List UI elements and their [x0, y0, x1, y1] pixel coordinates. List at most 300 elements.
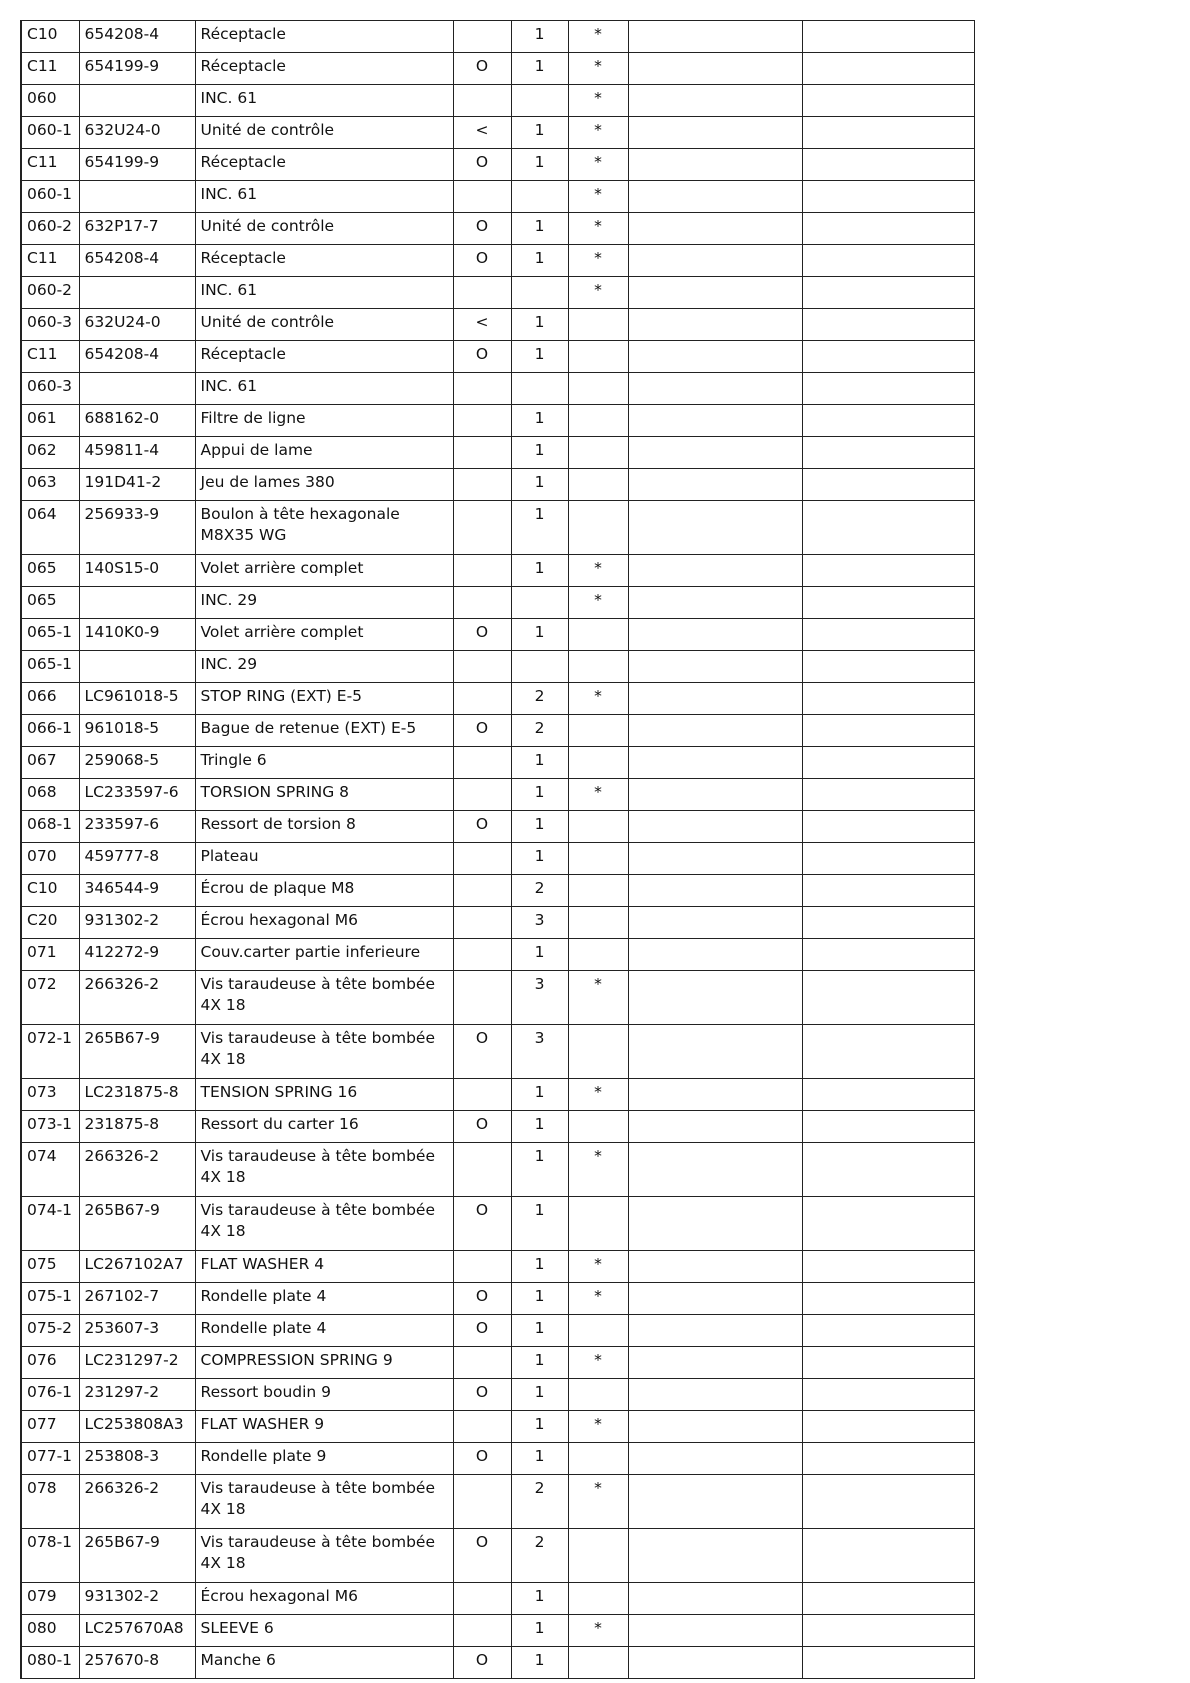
- note-mark-cell: [568, 213, 628, 245]
- option-cell: [453, 1615, 511, 1647]
- description-cell: [195, 1529, 453, 1583]
- empty-cell: [802, 683, 974, 715]
- ref-cell-text: 068-1: [27, 815, 73, 833]
- table-row: [21, 213, 974, 245]
- note-mark-cell-text: [574, 651, 623, 654]
- option-cell-text: [459, 843, 506, 846]
- quantity-cell: [511, 1529, 568, 1583]
- part-number-cell-text: 259068-5: [84, 751, 160, 769]
- note-mark-cell: [568, 683, 628, 715]
- empty-cell: [802, 1197, 974, 1251]
- table-row: [21, 1475, 974, 1529]
- part-number-cell-text: 265B67-9: [84, 1201, 160, 1219]
- description-cell-text: Vis taraudeuse à tête bombée 4X 18: [200, 1029, 435, 1068]
- quantity-cell-text: 1: [534, 313, 545, 331]
- note-mark-cell-text: [574, 1583, 623, 1586]
- quantity-cell-text: 1: [534, 1083, 545, 1101]
- empty-cell: [628, 1197, 802, 1251]
- note-mark-cell: [568, 1379, 628, 1411]
- note-mark-cell-text: [574, 341, 623, 344]
- description-cell: [195, 1283, 453, 1315]
- option-cell-text: [459, 907, 506, 910]
- empty-cell: [628, 501, 802, 555]
- part-number-cell-text: [85, 651, 190, 654]
- option-cell-text: O: [475, 57, 489, 75]
- empty-cell: [802, 437, 974, 469]
- ref-cell: [21, 651, 79, 683]
- ref-cell-text: 060-3: [27, 313, 73, 331]
- ref-cell-text: C11: [27, 153, 58, 171]
- note-mark-cell: [568, 277, 628, 309]
- note-mark-cell: [568, 651, 628, 683]
- empty-cell: [802, 309, 974, 341]
- quantity-cell-text: 1: [534, 783, 545, 801]
- option-cell: [453, 1197, 511, 1251]
- part-number-cell-text: [85, 85, 190, 88]
- part-number-cell-text: 256933-9: [84, 505, 160, 523]
- ref-cell: [21, 683, 79, 715]
- note-mark-cell: [568, 747, 628, 779]
- ref-cell-text: 073-1: [27, 1115, 73, 1133]
- note-mark-cell: [568, 939, 628, 971]
- part-number-cell-text: LC253808A3: [84, 1415, 184, 1433]
- part-number-cell-text: [85, 373, 190, 376]
- part-number-cell-text: [85, 277, 190, 280]
- quantity-cell: [511, 309, 568, 341]
- part-number-cell: [79, 501, 195, 555]
- option-cell-text: [459, 85, 506, 88]
- option-cell-text: [459, 779, 506, 782]
- option-cell-text: O: [475, 249, 489, 267]
- empty-cell: [628, 619, 802, 651]
- option-cell-text: O: [475, 1651, 489, 1669]
- part-number-cell-text: 1410K0-9: [84, 623, 160, 641]
- empty-cell: [802, 1615, 974, 1647]
- description-cell-text: FLAT WASHER 9: [200, 1415, 325, 1433]
- quantity-cell-text: 1: [534, 751, 545, 769]
- part-number-cell-text: 688162-0: [84, 409, 160, 427]
- note-mark-cell-text: *: [594, 1147, 602, 1165]
- option-cell: [453, 149, 511, 181]
- option-cell: [453, 85, 511, 117]
- ref-cell: [21, 587, 79, 619]
- ref-cell-text: C10: [27, 879, 58, 897]
- option-cell-text: <: [475, 313, 489, 331]
- empty-cell: [802, 405, 974, 437]
- empty-cell: [628, 907, 802, 939]
- description-cell: [195, 1411, 453, 1443]
- quantity-cell-text: 1: [534, 1383, 545, 1401]
- description-cell-text: SLEEVE 6: [200, 1619, 274, 1637]
- empty-cell: [802, 587, 974, 619]
- note-mark-cell: [568, 245, 628, 277]
- note-mark-cell-text: [574, 907, 623, 910]
- description-cell-text: Réceptacle: [200, 57, 286, 75]
- note-mark-cell: [568, 469, 628, 501]
- quantity-cell: [511, 149, 568, 181]
- ref-cell-text: 063: [27, 473, 57, 491]
- ref-cell: [21, 1615, 79, 1647]
- empty-cell: [628, 21, 802, 53]
- note-mark-cell-text: [574, 501, 623, 504]
- note-mark-cell-text: *: [594, 281, 602, 299]
- part-number-cell-text: [85, 587, 190, 590]
- note-mark-cell: [568, 437, 628, 469]
- table-row: [21, 939, 974, 971]
- part-number-cell: [79, 181, 195, 213]
- table-row: [21, 501, 974, 555]
- part-number-cell: [79, 1379, 195, 1411]
- quantity-cell-text: 1: [534, 1255, 545, 1273]
- note-mark-cell: [568, 811, 628, 843]
- option-cell: [453, 875, 511, 907]
- ref-cell-text: C20: [27, 911, 58, 929]
- note-mark-cell: [568, 149, 628, 181]
- option-cell: [453, 1475, 511, 1529]
- description-cell-text: Écrou hexagonal M6: [200, 911, 358, 929]
- part-number-cell-text: 632U24-0: [84, 121, 161, 139]
- part-number-cell: [79, 683, 195, 715]
- part-number-cell: [79, 149, 195, 181]
- description-cell-text: Unité de contrôle: [200, 121, 335, 139]
- part-number-cell-text: 654199-9: [84, 57, 160, 75]
- table-row: [21, 117, 974, 149]
- part-number-cell: [79, 971, 195, 1025]
- note-mark-cell: [568, 53, 628, 85]
- note-mark-cell: [568, 1529, 628, 1583]
- quantity-cell-text: 1: [534, 1651, 545, 1669]
- note-mark-cell: [568, 1143, 628, 1197]
- part-number-cell: [79, 1251, 195, 1283]
- part-number-cell-text: LC257670A8: [84, 1619, 184, 1637]
- ref-cell: [21, 117, 79, 149]
- ref-cell: [21, 1443, 79, 1475]
- option-cell: [453, 779, 511, 811]
- description-cell: [195, 651, 453, 683]
- quantity-cell: [511, 1379, 568, 1411]
- description-cell-text: Vis taraudeuse à tête bombée 4X 18: [200, 1147, 435, 1186]
- note-mark-cell: [568, 1197, 628, 1251]
- note-mark-cell: [568, 1251, 628, 1283]
- description-cell: [195, 309, 453, 341]
- option-cell-text: O: [475, 623, 489, 641]
- quantity-cell: [511, 1475, 568, 1529]
- part-number-cell-text: 931302-2: [84, 1587, 160, 1605]
- description-cell-text: STOP RING (EXT) E-5: [200, 687, 363, 705]
- note-mark-cell-text: [574, 1443, 623, 1446]
- description-cell-text: Plateau: [200, 847, 259, 865]
- empty-cell: [628, 1475, 802, 1529]
- empty-cell: [802, 501, 974, 555]
- description-cell: [195, 875, 453, 907]
- note-mark-cell: [568, 1111, 628, 1143]
- description-cell: [195, 619, 453, 651]
- table-row: [21, 53, 974, 85]
- option-cell-text: O: [475, 153, 489, 171]
- quantity-cell: [511, 181, 568, 213]
- table-row: [21, 875, 974, 907]
- part-number-cell: [79, 85, 195, 117]
- note-mark-cell-text: [574, 811, 623, 814]
- empty-cell: [628, 939, 802, 971]
- option-cell: [453, 309, 511, 341]
- empty-cell: [628, 213, 802, 245]
- description-cell-text: Réceptacle: [200, 25, 286, 43]
- option-cell: [453, 1283, 511, 1315]
- quantity-cell-text: 1: [534, 1447, 545, 1465]
- quantity-cell-text: 1: [534, 217, 545, 235]
- empty-cell: [802, 1411, 974, 1443]
- ref-cell: [21, 53, 79, 85]
- part-number-cell-text: 253607-3: [84, 1319, 160, 1337]
- quantity-cell: [511, 747, 568, 779]
- empty-cell: [802, 971, 974, 1025]
- table-row: [21, 747, 974, 779]
- quantity-cell-text: [517, 181, 563, 184]
- quantity-cell: [511, 1143, 568, 1197]
- part-number-cell: [79, 939, 195, 971]
- quantity-cell: [511, 1025, 568, 1079]
- description-cell: [195, 53, 453, 85]
- table-row: [21, 405, 974, 437]
- description-cell: [195, 245, 453, 277]
- note-mark-cell-text: *: [594, 1287, 602, 1305]
- ref-cell-text: 072-1: [27, 1029, 73, 1047]
- empty-cell: [802, 1315, 974, 1347]
- part-number-cell-text: 257670-8: [84, 1651, 160, 1669]
- description-cell-text: TORSION SPRING 8: [200, 783, 349, 801]
- part-number-cell-text: 654208-4: [84, 249, 160, 267]
- empty-cell: [628, 683, 802, 715]
- option-cell-text: [459, 1475, 506, 1478]
- option-cell-text: [459, 875, 506, 878]
- part-number-cell-text: 266326-2: [84, 1147, 160, 1165]
- quantity-cell-text: 3: [534, 975, 545, 993]
- description-cell-text: Ressort boudin 9: [200, 1383, 332, 1401]
- ref-cell-text: 073: [27, 1083, 57, 1101]
- description-cell: [195, 1251, 453, 1283]
- note-mark-cell-text: *: [594, 783, 602, 801]
- empty-cell: [628, 1529, 802, 1583]
- ref-cell: [21, 213, 79, 245]
- note-mark-cell: [568, 1583, 628, 1615]
- ref-cell-text: 060-3: [27, 377, 73, 395]
- quantity-cell: [511, 1111, 568, 1143]
- table-row: [21, 555, 974, 587]
- empty-cell: [802, 181, 974, 213]
- parts-table-body: [21, 21, 974, 1679]
- ref-cell: [21, 811, 79, 843]
- empty-cell: [802, 1079, 974, 1111]
- option-cell: [453, 21, 511, 53]
- ref-cell: [21, 1143, 79, 1197]
- part-number-cell-text: LC233597-6: [84, 783, 179, 801]
- ref-cell-text: 078-1: [27, 1533, 73, 1551]
- part-number-cell-text: 267102-7: [84, 1287, 160, 1305]
- ref-cell-text: 077: [27, 1415, 57, 1433]
- table-row: [21, 1411, 974, 1443]
- empty-cell: [802, 875, 974, 907]
- option-cell-text: [459, 501, 506, 504]
- description-cell-text: INC. 61: [200, 89, 258, 107]
- empty-cell: [628, 309, 802, 341]
- description-cell-text: Appui de lame: [200, 441, 313, 459]
- option-cell-text: [459, 277, 506, 280]
- quantity-cell-text: 1: [534, 1115, 545, 1133]
- part-number-cell: [79, 21, 195, 53]
- ref-cell-text: 076-1: [27, 1383, 73, 1401]
- table-row: [21, 843, 974, 875]
- part-number-cell: [79, 1111, 195, 1143]
- note-mark-cell-text: [574, 1379, 623, 1382]
- description-cell: [195, 501, 453, 555]
- empty-cell: [628, 843, 802, 875]
- empty-cell: [802, 1025, 974, 1079]
- description-cell: [195, 843, 453, 875]
- quantity-cell-text: 1: [534, 153, 545, 171]
- ref-cell: [21, 469, 79, 501]
- description-cell: [195, 715, 453, 747]
- description-cell-text: Rondelle plate 9: [200, 1447, 327, 1465]
- description-cell-text: Jeu de lames 380: [200, 473, 335, 491]
- empty-cell: [628, 1025, 802, 1079]
- part-number-cell: [79, 117, 195, 149]
- ref-cell: [21, 939, 79, 971]
- note-mark-cell: [568, 587, 628, 619]
- description-cell-text: FLAT WASHER 4: [200, 1255, 325, 1273]
- description-cell: [195, 405, 453, 437]
- quantity-cell-text: 1: [534, 1415, 545, 1433]
- ref-cell-text: 068: [27, 783, 57, 801]
- part-number-cell: [79, 1411, 195, 1443]
- empty-cell: [628, 181, 802, 213]
- option-cell-text: [459, 21, 506, 24]
- quantity-cell: [511, 1197, 568, 1251]
- part-number-cell-text: 632P17-7: [84, 217, 159, 235]
- description-cell: [195, 181, 453, 213]
- table-row: [21, 971, 974, 1025]
- note-mark-cell-text: *: [594, 217, 602, 235]
- table-row: [21, 469, 974, 501]
- option-cell: [453, 1347, 511, 1379]
- ref-cell: [21, 341, 79, 373]
- part-number-cell: [79, 405, 195, 437]
- note-mark-cell: [568, 21, 628, 53]
- part-number-cell: [79, 1315, 195, 1347]
- option-cell-text: [459, 555, 506, 558]
- quantity-cell: [511, 939, 568, 971]
- note-mark-cell: [568, 1315, 628, 1347]
- option-cell: [453, 683, 511, 715]
- table-row: [21, 85, 974, 117]
- quantity-cell-text: 2: [534, 1533, 545, 1551]
- ref-cell: [21, 149, 79, 181]
- quantity-cell-text: 1: [534, 847, 545, 865]
- table-row: [21, 277, 974, 309]
- quantity-cell: [511, 277, 568, 309]
- option-cell: [453, 555, 511, 587]
- quantity-cell: [511, 501, 568, 555]
- ref-cell-text: C10: [27, 25, 58, 43]
- note-mark-cell-text: *: [594, 1083, 602, 1101]
- description-cell-text: TENSION SPRING 16: [200, 1083, 358, 1101]
- ref-cell: [21, 181, 79, 213]
- part-number-cell: [79, 1475, 195, 1529]
- description-cell-text: Rondelle plate 4: [200, 1287, 327, 1305]
- option-cell-text: [459, 939, 506, 942]
- option-cell: [453, 53, 511, 85]
- note-mark-cell-text: [574, 875, 623, 878]
- part-number-cell: [79, 1615, 195, 1647]
- empty-cell: [802, 85, 974, 117]
- part-number-cell-text: 632U24-0: [84, 313, 161, 331]
- quantity-cell-text: 1: [534, 249, 545, 267]
- ref-cell: [21, 1411, 79, 1443]
- description-cell-text: Vis taraudeuse à tête bombée 4X 18: [200, 1533, 435, 1572]
- part-number-cell: [79, 555, 195, 587]
- note-mark-cell-text: [574, 619, 623, 622]
- description-cell-text: Ressort de torsion 8: [200, 815, 356, 833]
- description-cell: [195, 1379, 453, 1411]
- note-mark-cell: [568, 405, 628, 437]
- ref-cell: [21, 555, 79, 587]
- empty-cell: [802, 1347, 974, 1379]
- part-number-cell-text: 253808-3: [84, 1447, 160, 1465]
- option-cell-text: O: [475, 815, 489, 833]
- part-number-cell-text: 654199-9: [84, 153, 160, 171]
- ref-cell-text: 077-1: [27, 1447, 73, 1465]
- quantity-cell: [511, 875, 568, 907]
- note-mark-cell: [568, 1025, 628, 1079]
- ref-cell: [21, 405, 79, 437]
- description-cell-text: INC. 61: [200, 185, 258, 203]
- part-number-cell: [79, 587, 195, 619]
- description-cell: [195, 469, 453, 501]
- table-row: [21, 1443, 974, 1475]
- note-mark-cell-text: [574, 1111, 623, 1114]
- description-cell-text: Vis taraudeuse à tête bombée 4X 18: [200, 1201, 435, 1240]
- note-mark-cell: [568, 1443, 628, 1475]
- empty-cell: [628, 1143, 802, 1197]
- option-cell: [453, 619, 511, 651]
- option-cell: [453, 405, 511, 437]
- table-row: [21, 1079, 974, 1111]
- part-number-cell: [79, 309, 195, 341]
- description-cell: [195, 1143, 453, 1197]
- empty-cell: [802, 117, 974, 149]
- part-number-cell-text: 654208-4: [84, 345, 160, 363]
- part-number-cell-text: 265B67-9: [84, 1533, 160, 1551]
- note-mark-cell: [568, 1347, 628, 1379]
- table-row: [21, 1529, 974, 1583]
- ref-cell: [21, 971, 79, 1025]
- option-cell: [453, 843, 511, 875]
- part-number-cell: [79, 875, 195, 907]
- description-cell: [195, 117, 453, 149]
- part-number-cell-text: 231875-8: [84, 1115, 160, 1133]
- ref-cell-text: C11: [27, 57, 58, 75]
- description-cell-text: Unité de contrôle: [200, 217, 335, 235]
- part-number-cell: [79, 1283, 195, 1315]
- description-cell-text: INC. 29: [200, 591, 258, 609]
- empty-cell: [628, 469, 802, 501]
- ref-cell: [21, 277, 79, 309]
- description-cell: [195, 341, 453, 373]
- note-mark-cell: [568, 875, 628, 907]
- table-row: [21, 1197, 974, 1251]
- empty-cell: [628, 1315, 802, 1347]
- note-mark-cell: [568, 715, 628, 747]
